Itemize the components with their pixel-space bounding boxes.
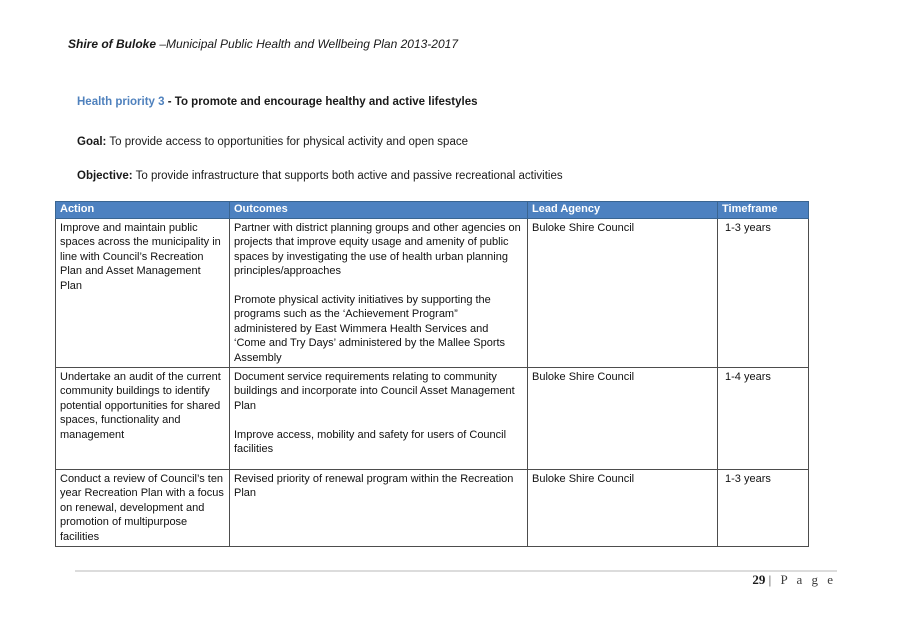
lead-agency-cell: Buloke Shire Council [528,368,718,470]
timeframe-cell: 1-3 years [718,219,809,368]
page-number-word: | P a g e [768,572,836,587]
document-title [68,37,458,51]
action-plan-table [55,201,809,547]
lead-agency-cell: Buloke Shire Council [528,470,718,547]
action-cell: Undertake an audit of the current community buildings to identify potential opportunities for shared spaces, functionality and management [56,368,230,470]
health-priority-text: - To promote and encourage healthy and active lifestyles [164,96,478,108]
column-header-timeframe: Timeframe [718,202,809,219]
timeframe-cell: 1-3 years [718,470,809,547]
outcome-paragraph: Partner with district planning groups and other agencies on projects that improve equity usage and amenity of public spaces by investigating the use of health urban planning principles/approaches [234,222,521,278]
outcome-paragraph: Improve access, mobility and safety for users of Council facilities [234,428,507,456]
plan-table-body [56,219,809,547]
page-number [752,572,836,588]
goal-text: To provide access to opportunities for physical activity and open space [106,136,468,148]
table-row [56,368,809,470]
outcome-paragraph: Promote physical activity initiatives by supporting the programs such as the ‘Achievement Program” administered by East Wimmera Health Services and ‘Come and Try Days’ administered by the Mallee Sports Assembly [234,294,506,364]
table-row [56,470,809,547]
table-row [56,219,809,368]
document-title-shire: Shire of Buloke [68,37,160,51]
health-priority-label: Health priority 3 [77,96,165,108]
objective-text: To provide infrastructure that supports both active and passive recreational activities [132,170,563,182]
health-priority-heading [77,96,477,108]
goal-label: Goal: [77,136,107,148]
column-header-lead-agency: Lead Agency [528,202,718,219]
timeframe-cell: 1-4 years [718,368,809,470]
outcomes-cell [230,368,528,470]
objective-line [77,170,563,182]
outcomes-cell [230,470,528,547]
footer-divider [75,570,837,572]
goal-line [77,136,468,148]
action-cell: Improve and maintain public spaces across the municipality in line with Council’s Recreation Plan and Asset Management Plan [56,219,230,368]
table-header-row [56,202,809,219]
outcomes-cell [230,219,528,368]
objective-label: Objective: [77,170,133,182]
lead-agency-cell: Buloke Shire Council [528,219,718,368]
page-number-value: 29 [752,572,766,587]
action-cell: Conduct a review of Council’s ten year Recreation Plan with a focus on renewal, development and promotion of multipurpose facilities [56,470,230,547]
column-header-outcomes: Outcomes [230,202,528,219]
outcome-paragraph: Document service requirements relating to community buildings and incorporate into Council Asset Management Plan [234,371,515,412]
column-header-action: Action [56,202,230,219]
document-title-plan: –Municipal Public Health and Wellbeing Plan 2013-2017 [159,37,458,51]
outcome-paragraph: Revised priority of renewal program within the Recreation Plan [234,473,514,500]
